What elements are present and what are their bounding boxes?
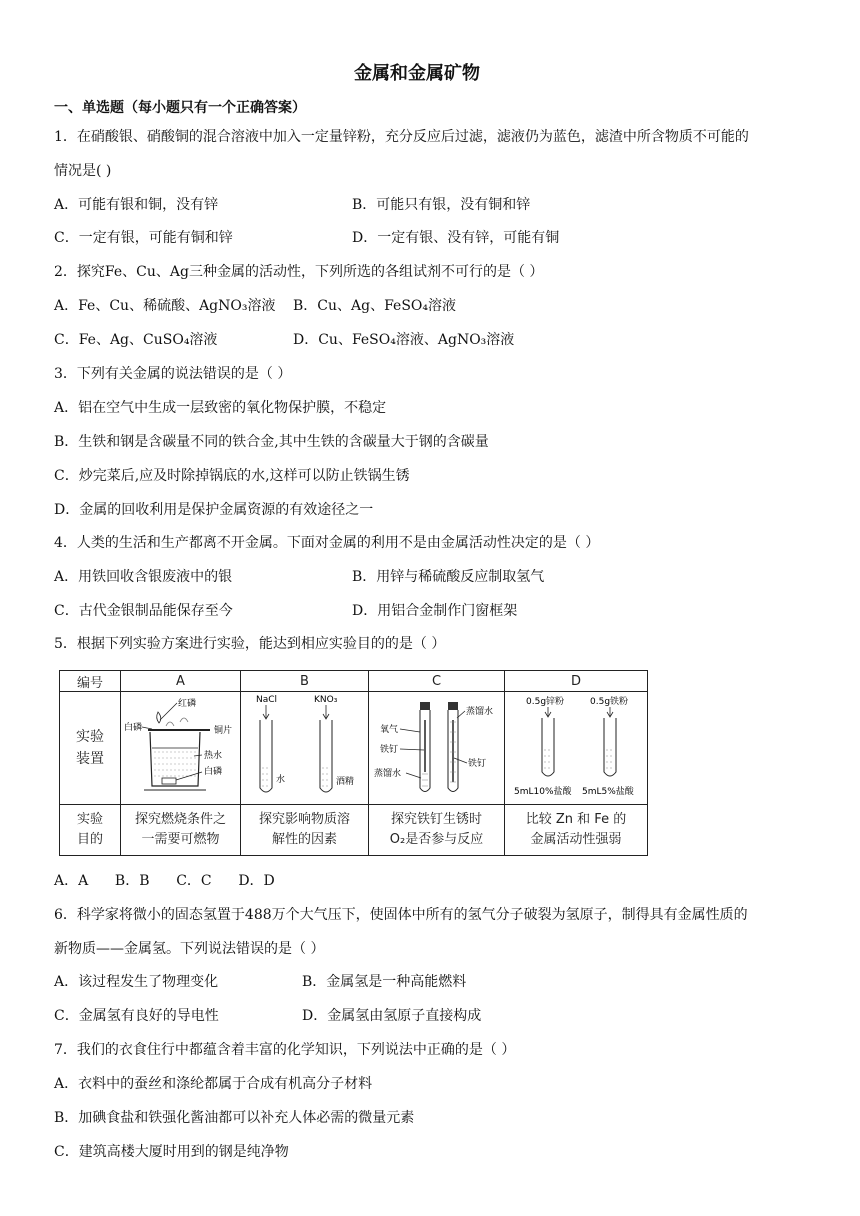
header-b: B: [241, 671, 369, 692]
svg-text:5mL10%盐酸: 5mL10%盐酸: [513, 787, 572, 797]
metal-activity-setup-figure: [506, 692, 647, 800]
q2-option-a[interactable]: A．Fe、Cu、稀硫酸、AgNO₃溶液: [54, 298, 276, 314]
experiment-purpose-row: [60, 805, 648, 856]
svg-text:白磷: 白磷: [203, 767, 222, 777]
q3-option-a[interactable]: A．铝在空气中生成一层致密的氧化物保护膜，不稳定: [54, 400, 387, 416]
svg-text:红磷: 红磷: [177, 699, 196, 709]
svg-text:白磷: 白磷: [123, 723, 142, 733]
svg-text:5mL5%盐酸: 5mL5%盐酸: [581, 787, 634, 797]
apparatus-d: [505, 692, 648, 805]
header-c: C: [369, 671, 505, 692]
header-d: D: [505, 671, 648, 692]
apparatus-label: [60, 692, 121, 805]
apparatus-label-line2: 装置: [76, 751, 104, 767]
header-a: A: [121, 671, 241, 692]
q4-option-a[interactable]: A．用铁回收含银废液中的银: [54, 569, 233, 585]
experiment-apparatus-row: [60, 692, 648, 805]
svg-text:铜片: 铜片: [213, 726, 232, 736]
q6-option-b[interactable]: B．金属氢是一种高能燃料: [302, 974, 467, 990]
svg-text:NaCl: NaCl: [255, 695, 277, 705]
q3-option-b[interactable]: B．生铁和钢是含碳量不同的铁合金,其中生铁的含碳量大于钢的含碳量: [54, 434, 489, 450]
q4-option-d[interactable]: D．用铝合金制作门窗框架: [352, 603, 518, 619]
solubility-setup-figure: [242, 692, 368, 800]
q2-option-c[interactable]: C．Fe、Ag、CuSO₄溶液: [54, 332, 218, 348]
purpose-a-line1: 探究燃烧条件之: [134, 812, 226, 827]
q5-stem: 5．根据下列实验方案进行实验，能达到相应实验目的的是（ ）: [54, 636, 446, 652]
rusting-setup-figure: [370, 692, 504, 800]
purpose-b: [241, 805, 369, 856]
q1-option-c[interactable]: C．一定有银，可能有铜和锌: [54, 230, 233, 246]
svg-text:0.5g锌粉: 0.5g锌粉: [525, 697, 564, 707]
q7-stem: 7．我们的衣食住行中都蕴含着丰富的化学知识，下列说法中正确的是（ ）: [54, 1042, 516, 1058]
svg-text:KNO₃: KNO₃: [313, 695, 337, 705]
purpose-d-line2: 金属活动性强弱: [530, 832, 622, 847]
q1-stem-line2: 情况是( ): [54, 163, 112, 179]
svg-text:蒸馏水: 蒸馏水: [373, 769, 401, 779]
q4-stem: 4．人类的生活和生产都离不开金属。下面对金属的利用不是由金属活动性决定的是（ ）: [54, 535, 600, 551]
q2-option-b[interactable]: B．Cu、Ag、FeSO₄溶液: [293, 298, 457, 314]
q1-option-d[interactable]: D．一定有银、没有锌，可能有铜: [352, 230, 560, 246]
header-number: 编号: [60, 671, 121, 692]
apparatus-c: [369, 692, 505, 805]
q6-stem-line1: 6．科学家将微小的固态氢置于488万个大气压下，使固体中所有的氢气分子破裂为氢原子，制得具有金属性质的: [54, 907, 748, 923]
purpose-a: [121, 805, 241, 856]
svg-text:氧气: 氧气: [379, 725, 398, 735]
q6-option-d[interactable]: D．金属氢由氢原子直接构成: [302, 1008, 482, 1024]
svg-text:铁钉: 铁钉: [379, 745, 398, 755]
q7-option-c[interactable]: C．建筑高楼大厦时用到的钢是纯净物: [54, 1144, 289, 1160]
combustion-setup-figure: [122, 692, 240, 800]
apparatus-label-line1: 实验: [76, 729, 104, 745]
experiment-table-header-row: [60, 671, 648, 692]
q4-option-b[interactable]: B．用锌与稀硫酸反应制取氢气: [352, 569, 545, 585]
section-heading: 一、单选题（每小题只有一个正确答案）: [54, 100, 306, 116]
svg-text:热水: 热水: [203, 751, 222, 761]
q4-option-c[interactable]: C．古代金银制品能保存至今: [54, 603, 233, 619]
q1-stem-line1: 1．在硝酸银、硝酸铜的混合溶液中加入一定量锌粉，充分反应后过滤，滤液仍为蓝色，滤渣中所含物质不可能的: [54, 129, 749, 145]
apparatus-a: [121, 692, 241, 805]
purpose-label-line1: 实验: [76, 812, 103, 827]
purpose-c-line1: 探究铁钉生锈时: [390, 812, 482, 827]
purpose-b-line1: 探究影响物质溶: [258, 812, 350, 827]
q2-option-d[interactable]: D．Cu、FeSO₄溶液、AgNO₃溶液: [293, 332, 515, 348]
experiment-table: [59, 670, 648, 856]
q6-option-a[interactable]: A．该过程发生了物理变化: [54, 974, 219, 990]
q3-stem: 3．下列有关金属的说法错误的是（ ）: [54, 366, 292, 382]
q1-option-a[interactable]: A．可能有银和铜，没有锌: [54, 197, 219, 213]
svg-text:酒精: 酒精: [335, 777, 354, 787]
q6-option-c[interactable]: C．金属氢有良好的导电性: [54, 1008, 219, 1024]
q6-stem-line2: 新物质——金属氢。下列说法错误的是（ ）: [54, 941, 325, 957]
purpose-label: [60, 805, 121, 856]
purpose-d: [505, 805, 648, 856]
apparatus-b: [241, 692, 369, 805]
purpose-label-line2: 目的: [76, 832, 103, 847]
q2-stem: 2．探究Fe、Cu、Ag三种金属的活动性，下列所选的各组试剂不可行的是（ ）: [54, 264, 544, 280]
q7-option-a[interactable]: A．衣料中的蚕丝和涤纶都属于合成有机高分子材料: [54, 1076, 373, 1092]
q3-option-c[interactable]: C．炒完菜后,应及时除掉锅底的水,这样可以防止铁锅生锈: [54, 468, 410, 484]
purpose-b-line2: 解性的因素: [271, 832, 337, 847]
svg-text:蒸馏水: 蒸馏水: [465, 707, 493, 717]
purpose-c-line2: O₂是否参与反应: [389, 832, 484, 847]
q1-option-b[interactable]: B．可能只有银，没有铜和锌: [352, 197, 531, 213]
purpose-c: [369, 805, 505, 856]
q5-options[interactable]: A．A B．B C．C D．D: [54, 873, 275, 889]
q7-option-b[interactable]: B．加碘食盐和铁强化酱油都可以补充人体必需的微量元素: [54, 1110, 415, 1126]
purpose-d-line1: 比较 Zn 和 Fe 的: [525, 812, 627, 827]
svg-text:铁钉: 铁钉: [467, 759, 486, 769]
svg-text:0.5g铁粉: 0.5g铁粉: [589, 697, 628, 707]
page-title: 金属和金属矿物: [354, 63, 480, 84]
q3-option-d[interactable]: D．金属的回收利用是保护金属资源的有效途径之一: [54, 502, 374, 518]
purpose-a-line2: 一需要可燃物: [141, 832, 220, 847]
svg-text:水: 水: [275, 775, 285, 785]
